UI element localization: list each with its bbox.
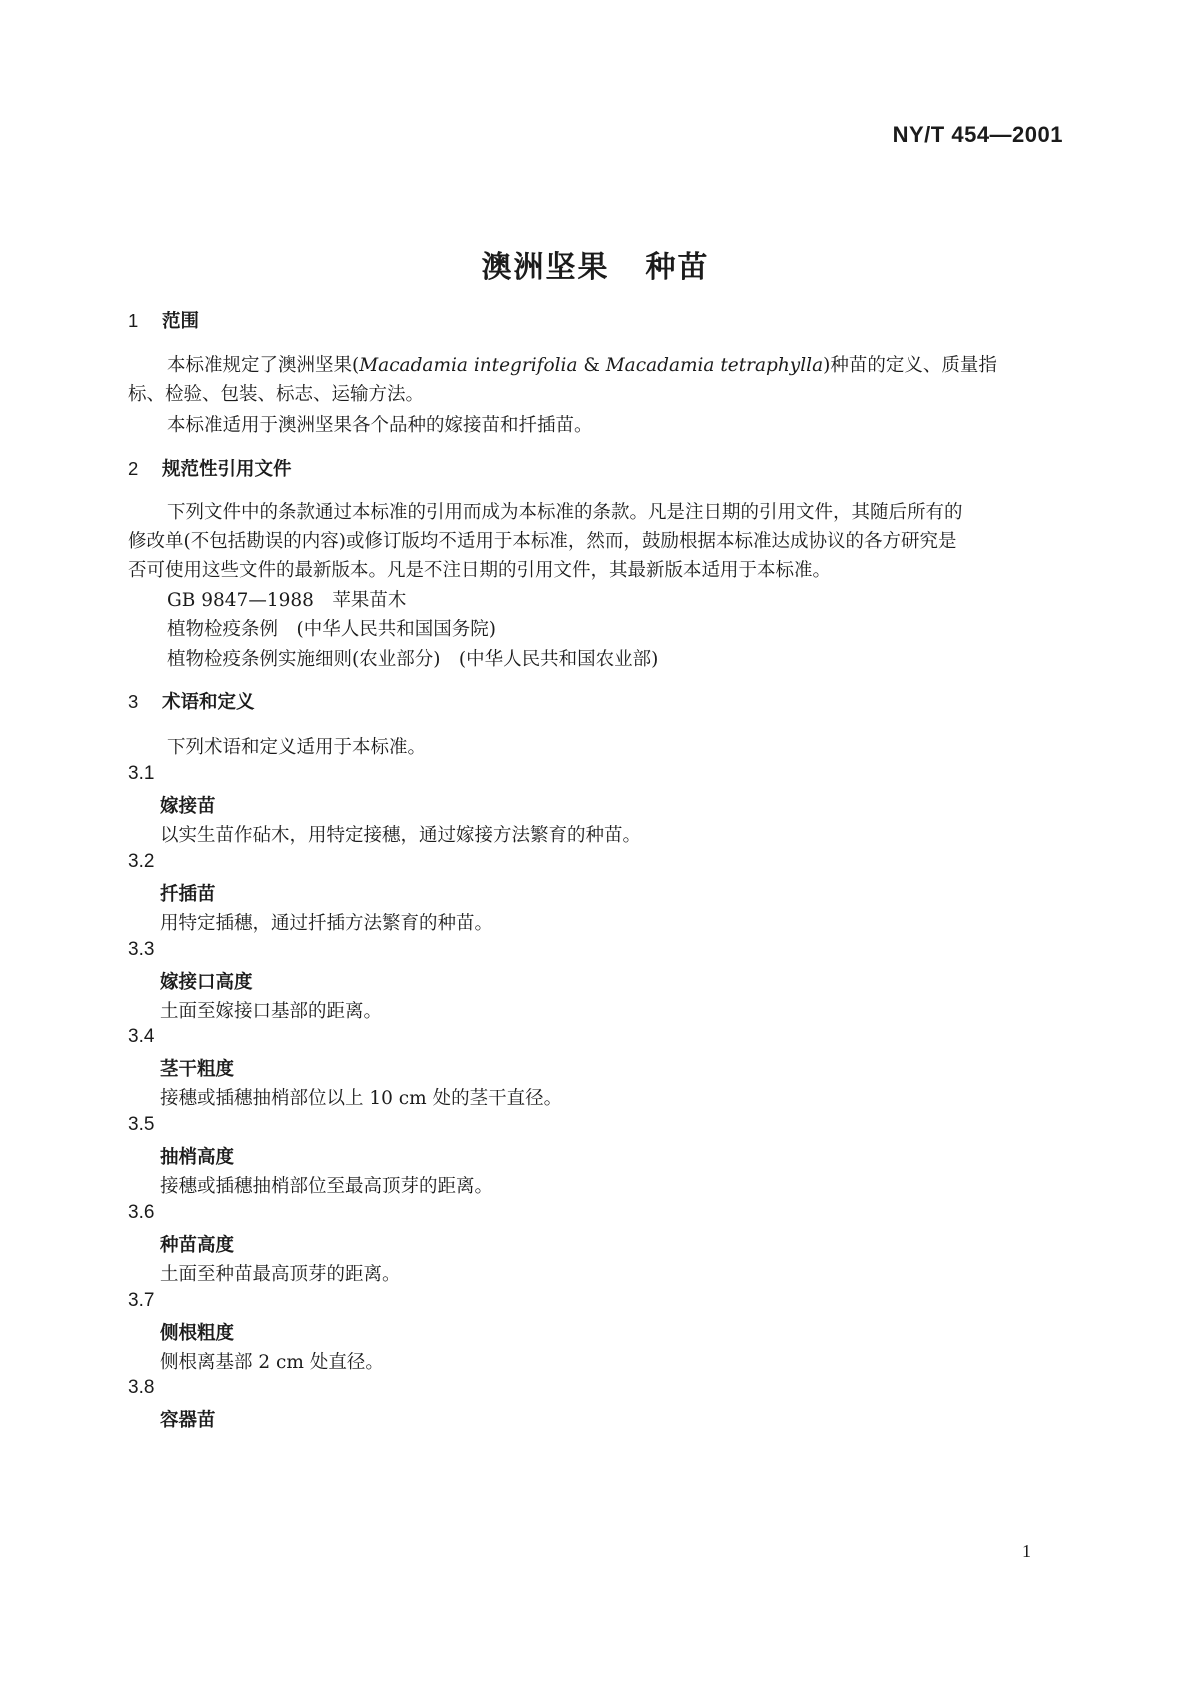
section-3-intro: 下列术语和定义适用于本标准。 [167, 737, 427, 758]
term-number: 3.3 [128, 939, 155, 960]
term-name: 嫁接苗 [160, 796, 216, 817]
term-name: 抽梢高度 [160, 1147, 235, 1168]
section-1-heading [128, 307, 199, 333]
term-definition: 接穗或插穗抽梢部位至最高顶芽的距离。 [160, 1176, 494, 1197]
title-part-2: 种苗 [645, 250, 710, 285]
title-part-1: 澳洲坚果 [481, 250, 610, 285]
term-definition: 侧根离基部 2 cm 处直径。 [160, 1352, 384, 1373]
section-2-paragraph-line-2: 修改单(不包括勘误的内容)或修订版均不适用于本标准，然而，鼓励根据本标准达成协议的各方研究是 [128, 531, 957, 552]
section-title: 术语和定义 [162, 692, 255, 713]
text-run: )种苗的定义、质量指 [823, 355, 997, 376]
term-definition: 接穗或插穗抽梢部位以上 10 cm 处的茎干直径。 [160, 1088, 563, 1109]
section-1-paragraph-1 [167, 351, 997, 377]
reference-item: 植物检疫条例实施细则(农业部分) (中华人民共和国农业部) [167, 649, 659, 670]
section-title: 范围 [162, 311, 200, 332]
term-definition: 土面至种苗最高顶芽的距离。 [160, 1264, 401, 1285]
section-2-heading [128, 455, 292, 481]
term-number: 3.1 [128, 763, 155, 784]
term-number: 3.8 [128, 1377, 155, 1398]
section-1-paragraph-2: 本标准适用于澳洲坚果各个品种的嫁接苗和扦插苗。 [167, 415, 593, 436]
document-title [0, 242, 1191, 286]
term-name: 嫁接口高度 [160, 972, 253, 993]
term-name: 容器苗 [160, 1410, 216, 1431]
term-name: 侧根粗度 [160, 1323, 235, 1344]
term-name: 茎干粗度 [160, 1059, 235, 1080]
text-run: 本标准规定了澳洲坚果( [167, 355, 360, 376]
term-number: 3.4 [128, 1026, 155, 1047]
page-number: 1 [1022, 1541, 1031, 1561]
term-name: 扦插苗 [160, 884, 216, 905]
term-definition: 用特定插穗，通过扦插方法繁育的种苗。 [160, 913, 494, 934]
reference-item: GB 9847—1988 苹果苗木 [167, 590, 407, 611]
term-number: 3.2 [128, 851, 155, 872]
section-title: 规范性引用文件 [162, 459, 292, 480]
section-2-paragraph-line-3: 否可使用这些文件的最新版本。凡是不注日期的引用文件，其最新版本适用于本标准。 [128, 560, 832, 581]
section-1-paragraph-1-line-2: 标、检验、包装、标志、运输方法。 [128, 384, 425, 405]
standard-code: NY/T 454—2001 [892, 122, 1063, 147]
term-number: 3.5 [128, 1114, 155, 1135]
reference-item: 植物检疫条例 (中华人民共和国国务院) [167, 619, 496, 640]
term-definition: 以实生苗作砧木，用特定接穗，通过嫁接方法繁育的种苗。 [160, 825, 642, 846]
term-number: 3.6 [128, 1202, 155, 1223]
section-3-heading [128, 688, 255, 714]
term-number: 3.7 [128, 1290, 155, 1311]
species-name: Macadamia tetraphylla [605, 355, 824, 376]
species-name: Macadamia integrifolia [359, 355, 578, 376]
term-name: 种苗高度 [160, 1235, 235, 1256]
section-number: 3 [128, 691, 139, 712]
section-2-paragraph-line-1: 下列文件中的条款通过本标准的引用而成为本标准的条款。凡是注日期的引用文件，其随后所有的 [167, 502, 963, 523]
section-number: 1 [128, 310, 139, 331]
section-number: 2 [128, 458, 139, 479]
term-definition: 土面至嫁接口基部的距离。 [160, 1001, 383, 1022]
text-run: & [577, 355, 606, 376]
